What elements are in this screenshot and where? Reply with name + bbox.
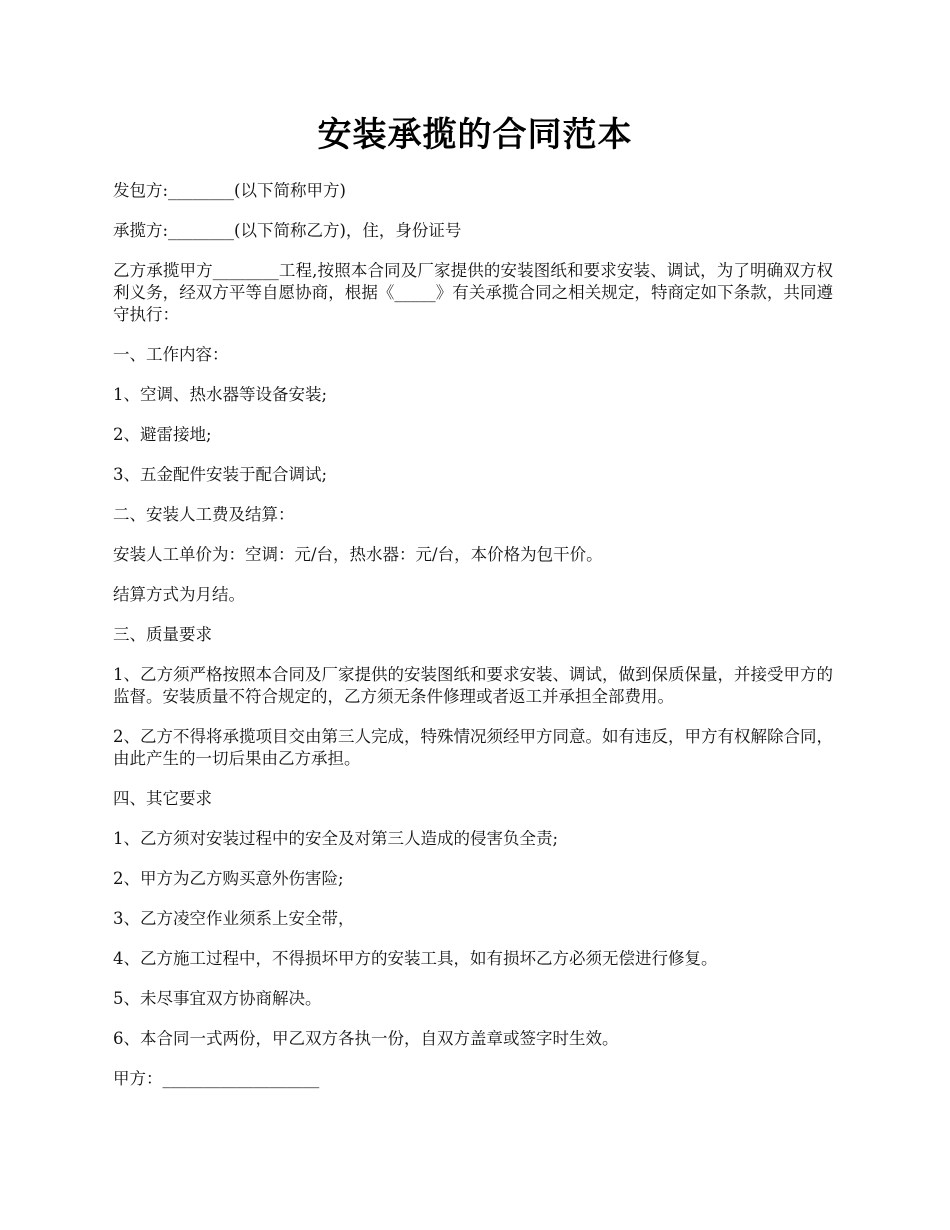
list-item: 2、乙方不得将承揽项目交由第三人完成，特殊情况须经甲方同意。如有违反，甲方有权解除合同，由此产生的一切后果由乙方承担。 — [113, 727, 833, 768]
list-item: 2、避雷接地; — [113, 425, 212, 444]
list-item: 2、甲方为乙方购买意外伤害险; — [113, 869, 344, 888]
section-heading-quality: 三、质量要求 — [113, 625, 212, 644]
paragraph-preamble: 乙方承揽甲方________工程,按照本合同及厂家提供的安装图纸和要求安装、调试，为了明确双方权利义务，经双方平等自愿协商，根据《_____》有关承揽合同之相关规定，特商定如下条款，共同遵守执行： — [113, 261, 833, 324]
list-item: 1、乙方须对安装过程中的安全及对第三人造成的侵害负全责; — [113, 829, 559, 848]
section-heading-labor-fee: 二、安装人工费及结算： — [113, 505, 295, 524]
paragraph-unit-price: 安装人工单价为：空调：元/台，热水器：元/台，本价格为包干价。 — [113, 545, 603, 564]
paragraph-settlement: 结算方式为月结。 — [113, 585, 245, 604]
list-item: 4、乙方施工过程中，不得损坏甲方的安装工具，如有损坏乙方必须无偿进行修复。 — [113, 949, 718, 968]
document-body — [113, 180, 833, 1108]
paragraph-contractor: 发包方:________(以下简称甲方) — [113, 181, 346, 200]
list-item: 3、五金配件安装于配合调试; — [113, 465, 328, 484]
paragraph-undertaker: 承揽方:________(以下简称乙方)，住，身份证号 — [113, 221, 462, 240]
list-item: 1、空调、热水器等设备安装; — [113, 385, 328, 404]
document-title: 安装承揽的合同范本 — [317, 115, 633, 155]
list-item: 5、未尽事宜双方协商解决。 — [113, 989, 322, 1008]
list-item: 1、乙方须严格按照本合同及厂家提供的安装图纸和要求安装、调试，做到保质保量，并接受甲方的监督。安装质量不符合规定的，乙方须无条件修理或者返工并承担全部费用。 — [113, 665, 833, 706]
section-heading-work-content: 一、工作内容： — [113, 345, 229, 364]
signature-party-a: 甲方：___________________ — [113, 1069, 320, 1088]
list-item: 3、乙方凌空作业须系上安全带， — [113, 909, 355, 928]
section-heading-other: 四、其它要求 — [113, 789, 212, 808]
list-item: 6、本合同一式两份，甲乙双方各执一份，自双方盖章或签字时生效。 — [113, 1029, 619, 1048]
